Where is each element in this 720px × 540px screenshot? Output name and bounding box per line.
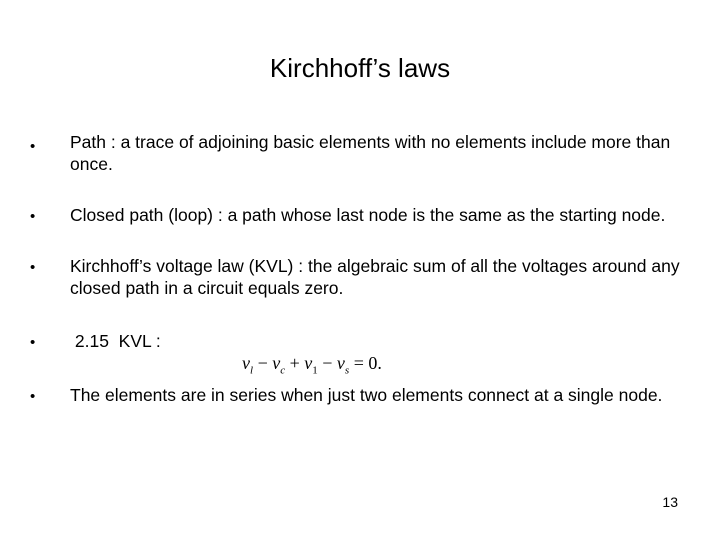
equation-var-v: v (304, 353, 313, 373)
equation-var-v: v (336, 353, 345, 373)
kvl-equation (242, 352, 382, 382)
bullet-text-kvl: Kirchhoff’s voltage law (KVL) : the algebraic sum of all the voltages around any closed path in a circuit equals zero. (70, 256, 680, 298)
equation-sub-l: l (250, 364, 254, 377)
bullet-icon: • (30, 388, 36, 405)
equation-op: + (285, 353, 305, 373)
page-number: 13 (662, 494, 678, 510)
bullet-text-series: The elements are in series when just two elements connect at a single node. (70, 385, 663, 405)
bullet-icon: • (30, 259, 36, 276)
equation-var-v: v (272, 353, 281, 373)
equation-equals-zero: = 0. (349, 353, 382, 373)
bullet-icon: • (30, 334, 36, 351)
equation-var-v: v (242, 353, 250, 373)
equation-sub-c: c (280, 364, 286, 377)
equation-sub-s: s (344, 364, 350, 377)
bullet-text-closed-path: Closed path (loop) : a path whose last node is the same as the starting node. (70, 205, 666, 225)
bullet-text-kvl-equation-label: 2.15 KVL : (70, 331, 161, 351)
equation-op: − (253, 353, 273, 373)
equation-op: − (317, 353, 337, 373)
equation-sub-1: 1 (312, 364, 318, 377)
slide-title: Kirchhoff’s laws (269, 53, 451, 83)
bullet-icon: • (30, 208, 36, 225)
bullet-text-path: Path : a trace of adjoining basic elements with no elements include more than once. (70, 132, 671, 174)
bullet-icon: • (30, 138, 36, 155)
